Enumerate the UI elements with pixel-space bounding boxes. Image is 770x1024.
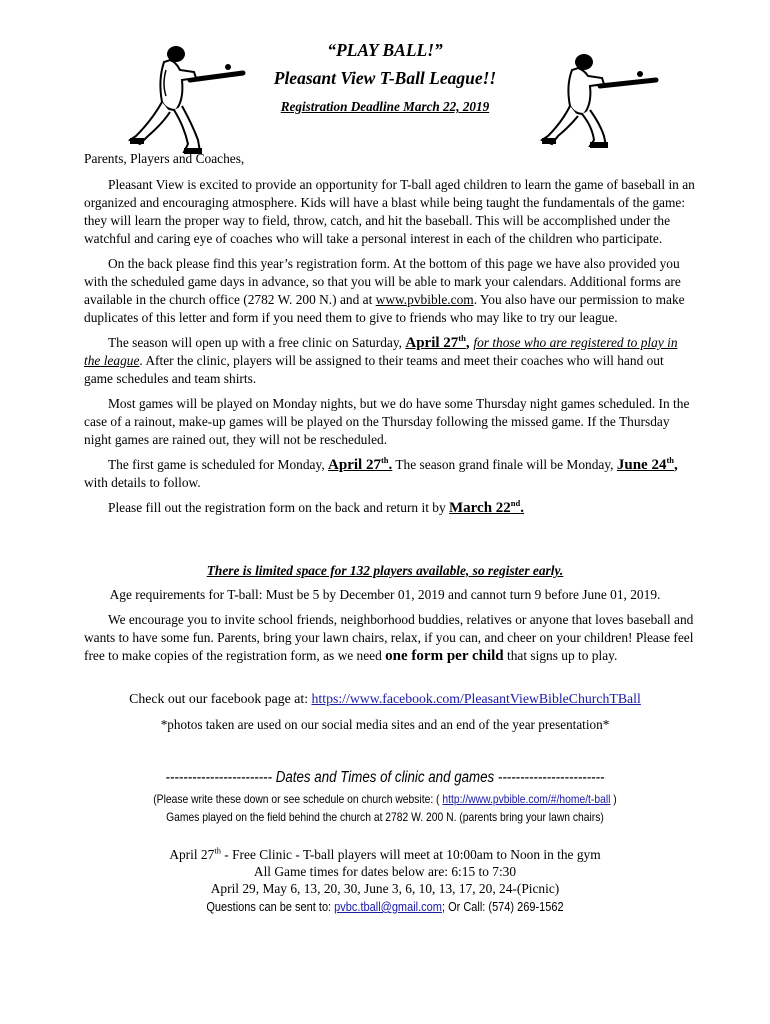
facebook-link[interactable]: https://www.facebook.com/PleasantViewBibleChurchTBall — [311, 691, 641, 706]
finale-date: June 24th — [616, 455, 675, 473]
paragraph-invite: We encourage you to invite school friends, neighborhood buddies, relatives or anyone that loves baseball and wants to have some fun. Parents, bring your lawn chairs, relax, if you can, and cheer on your children! Please feel free to make copies of the registration form, as we need one form per child that signs up to play. — [84, 612, 694, 664]
limited-space-notice: There is limited space for 132 players available, so register early. — [206, 563, 564, 578]
facebook-line: Check out our facebook page at: https://www.facebook.com/PleasantViewBibleChurchTBall — [129, 691, 641, 706]
game-times: All Game times for dates below are: 6:15 to 7:30 — [253, 864, 517, 879]
email-link[interactable]: pvbc.tball@gmail.com — [334, 900, 442, 914]
paragraph-intro: Pleasant View is excited to provide an opportunity for T-ball aged children to learn the game of baseball in an organized and encouraging atmosphere. Kids will have a blast while being taught the fundamentals of the game: they will learn the proper way to field, throw, catch, and hit the baseball. This will be accomplished under the watchful and caring eye of coaches who will take a personal interest in each of the children who participate. — [84, 177, 695, 246]
clinic-date: April 27th — [405, 333, 466, 351]
salutation: Parents, Players and Coaches, — [84, 151, 245, 166]
age-requirements: Age requirements for T-ball: Must be 5 by December 01, 2019 and cannot turn 9 before June 01, 2019. — [109, 587, 661, 602]
letter-body-2 — [84, 611, 696, 672]
paragraph-return-form: Please fill out the registration form on the back and return it by March 22nd. — [108, 498, 525, 516]
schedule-website-link[interactable]: http://www.pvbible.com/#/home/t-ball — [442, 792, 611, 806]
paragraph-registration-form: On the back please find this year’s registration form. At the bottom of this page we have also provided you with the scheduled game days in advance, so that you will be able to mark your calendars. Additional forms are available in the church office (2782 W. 200 N.) and at www.pvbible.com. You also have our permission to make duplicates of this letter and form if you need them to give to friends who may like to try our league. — [84, 256, 685, 325]
dates-heading: ------------------------ Dates and Times of clinic and games ------------------------ — [165, 769, 605, 786]
league-name: Pleasant View T-Ball League!! — [273, 68, 497, 88]
paragraph-first-game: The first game is scheduled for Monday, April 27th. The season grand finale will be Monday, June 24th, with details to follow. — [84, 455, 678, 490]
contact-info: Questions can be sent to: pvbc.tball@gmail.com; Or Call: (574) 269-1562 — [206, 900, 564, 914]
paragraph-clinic: The season will open up with a free clinic on Saturday, April 27th, for those who are registered to play in the league. After the clinic, players will be assigned to their teams and meet their coaches who will hand out game schedules and team shirts. — [84, 333, 678, 386]
title: “PLAY BALL!” — [327, 40, 443, 60]
field-location-note: Games played on the field behind the church at 2782 W. 200 N. (parents bring your lawn chairs) — [166, 810, 604, 824]
registration-deadline: Registration Deadline March 22, 2019 — [280, 99, 490, 114]
clinic-info: April 27th - Free Clinic - T-ball players will meet at 10:00am to Noon in the gym — [169, 845, 601, 862]
photos-note: *photos taken are used on our social media sites and an end of the year presentation* — [160, 717, 610, 732]
website-link[interactable]: www.pvbible.com — [375, 292, 474, 307]
first-game-date: April 27th. — [328, 455, 393, 473]
schedule-website-note: (Please write these down or see schedule on church website: ( http://www.pvbible.com/#/home/t-ball ) — [153, 792, 617, 806]
game-dates: April 29, May 6, 13, 20, 30, June 3, 6, 10, 13, 17, 20, 24-(Picnic) — [210, 881, 560, 896]
letter-body — [84, 176, 696, 524]
return-date: March 22nd. — [449, 498, 525, 516]
paragraph-game-nights: Most games will be played on Monday nights, but we do have some Thursday night games scheduled. In the case of a rainout, make-up games will be played on the Thursday following the missed game. If the Thursday night games are rained out, they will not be rescheduled. — [84, 396, 690, 447]
